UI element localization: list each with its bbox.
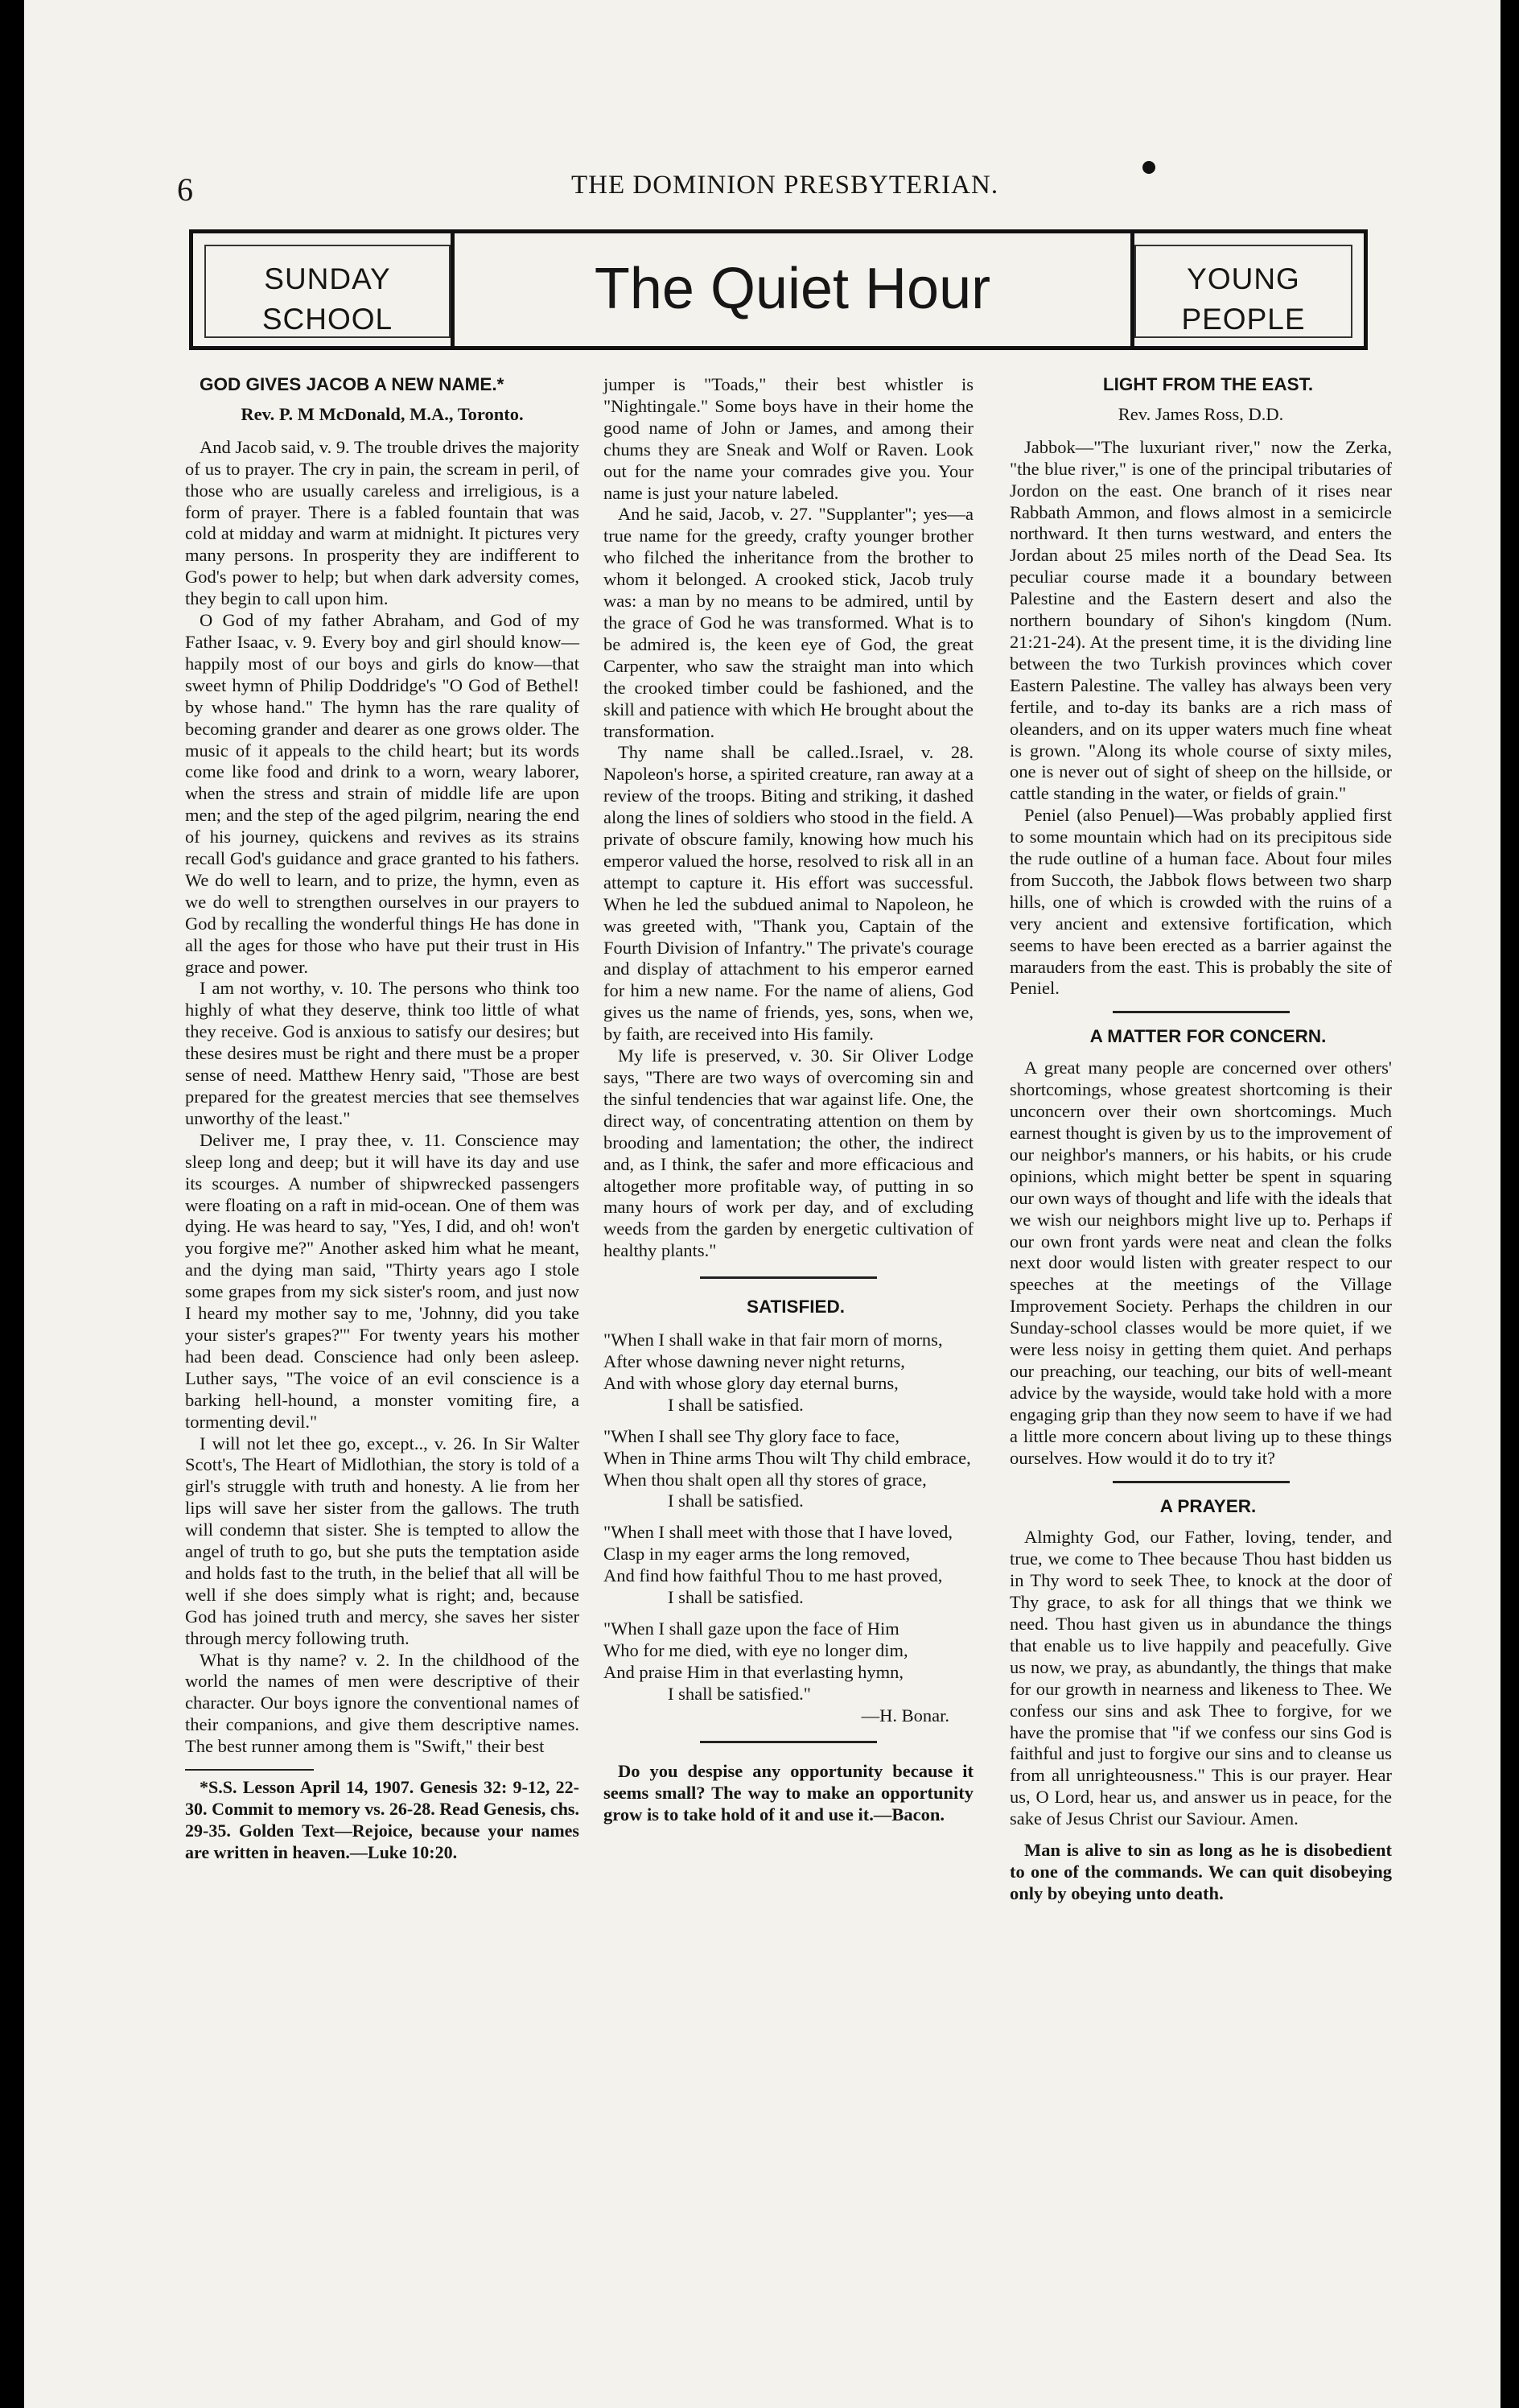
poem-line: And with whose glory day eternal burns, [603,1372,899,1393]
poem-line: "When I shall wake in that fair morn of morns, [603,1330,943,1350]
paragraph: I will not let thee go, except.., v. 26. In Sir Walter Scott's, The Heart of Midlothian, the story is told of a girl's struggle with truth and honesty. A lie from her lips will save her sister from the gallows. The truth will condemn that sister. She is tempted to allow the angel of truth to go, but she puts the temptation aside and holds fast to the truth, in the belief that all will be well if she does simply what is right; and, because God has joined truth and mercy, she saves her sister through mercy following truth. [185,1433,579,1648]
poem-refrain: I shall be satisfied." [668,1683,811,1704]
article-heading: A PRAYER. [1159,1495,1257,1516]
article-byline: Rev. P. M McDonald, M.A., Toronto. [241,403,524,424]
article-byline: Rev. James Ross, D.D. [1118,403,1284,424]
poem-line: "When I shall meet with those that I have loved, [603,1522,953,1543]
poem-line: And find how faithful Thou to me hast proved, [603,1565,943,1586]
paragraph: A great many people are concerned over others' shortcomings, whose greatest shortcoming is their unconcern over their own shortcomings. Much earnest thought is given by us to the improvement of our neighbor's manners, or his habits, or his crude opinions, which might better be spent in squaring our own ways of thought and life with the ideals that we wish our neighbors might live up to. Perhaps if our own front yards were neat and clean the folks next door would listen with greater respect to our speeches at the meetings of the Village Improvement Society. Perhaps the children in our Sunday-school classes would be more quiet, if we were less noisy in getting them quiet. And perhaps our preaching, our teaching, our bits of well-meant advice by the wayside, would take hold with a more engaging grip than they now seem to have if we had a little more concern about living up to these things ourselves. How would it do to try it? [1010,1058,1392,1468]
paragraph: Thy name shall be called..Israel, v. 28. Napoleon's horse, a spirited creature, ran away at a review of the troops. Biting and striking, it dashed along the lines of soldiers who stood in the field. A private of obscure family, knowing how much his emperor valued the horse, resolved to risk all in an attempt to capture it. His effort was successful. When he led the subdued animal to Napoleon, he was greeted with, "Thank you, Captain of the Fourth Division of Infantry." The private's courage and display of attachment to his emperor earned for him a new name. For the name of aliens, God gives us the name of friends, yes, sons, when we, by faith, are received into His family. [603,742,974,1045]
poem-line: When thou shalt open all thy stores of grace, [603,1469,927,1490]
paragraph: Peniel (also Penuel)—Was probably applied first to some mountain which had on its precipitous side the rude outline of a human face. About four miles from Succoth, the Jabbok flows between two sharp hills, one of which is crowded with the ruins of a very ancient and extensive fortification, which seems to have been erected as a barrier against the marauders from the east. This is probably the site of Peniel. [1010,805,1392,999]
newspaper-page [24,0,1500,2408]
banner-center-cell [455,233,1130,346]
paragraph: And Jacob said, v. 9. The trouble drives the majority of us to prayer. The cry in pain, the scream in peril, of those who are usually careless and irreligious, is a form of prayer. There is a fabled fountain that was cold at midday and warm at midnight. It pictures very many persons. In prosperity they are indifferent to God's power to help; but when dark adversity comes, they begin to call upon him. [185,436,579,609]
section-banner [189,229,1368,350]
article-heading: GOD GIVES JACOB A NEW NAME.* [200,374,504,394]
publication-title: THE DOMINION PRESBYTERIAN. [571,171,999,200]
section-rule [700,1741,877,1743]
poem [603,1330,974,1726]
page-number: 6 [177,171,193,208]
bacon-quote: Do you despise any opportunity because it seems small? The way to make an opportunity grow is to take hold of it and use it.—Bacon. [603,1761,974,1825]
paragraph: Man is alive to sin as long as he is disobedient to one of the commands. We can quit disobeying only by obeying unto death. [1010,1840,1392,1903]
section-rule [1113,1481,1290,1483]
ink-spot [1142,161,1155,174]
paragraph: Jabbok—"The luxuriant river," now the Zerka, "the blue river," is one of the principal tributaries of Jordon on the east. One branch of it rises near Rabbath Ammon, and flows almost in a semicircle northward. It then turns westward, and enters the Jordan about 25 miles north of the Dead Sea. Its peculiar course made it a boundary between Palestine and the Eastern desert and also the northern boundary of Sihon's kingdom (Num. 21:21-24). At the present time, it is the dividing line between the two Turkish provinces which cover Eastern Palestine. The valley has always been very fertile, and to-day its banks are a rich mass of oleanders, and on its upper waters much fine wheat is grown. "Along its whole course of sixty miles, one is never out of sight of sheep on the hillside, or cattle standing in the water, or fields of grain." [1010,436,1392,804]
poem-refrain: I shall be satisfied. [668,1587,804,1608]
column-2 [603,374,974,1826]
poem-heading: SATISFIED. [746,1297,846,1317]
banner-title: The Quiet Hour [594,257,991,321]
article-heading: A MATTER FOR CONCERN. [1089,1026,1327,1047]
poem-line: And praise Him in that everlasting hymn, [603,1661,904,1682]
poem-refrain: I shall be satisfied. [668,1394,804,1415]
paragraph: Deliver me, I pray thee, v. 11. Conscience may sleep long and deep; but it will have its day and use its scourges. A number of shipwrecked passengers were floating on a raft in mid-ocean. One of them was dying. He was heard to say, "Yes, I did, and oh! won't you forgive me?" Another asked him what he meant, and the dying man said, "Thirty years ago I stole some grapes from my sick sister's room, and just now I heard my mother say to me, 'Johnny, did you take your sister's grapes?'" For twenty years his mother had been dead. Conscience had only been asleep. Luther says, "The voice of an evil conscience is a barking hell-hound, a monster vomiting fire, a tormenting devil." [185,1129,579,1432]
poem-author: —H. Bonar. [861,1705,949,1726]
banner-right-line2: PEOPLE [1181,303,1306,336]
article-heading: LIGHT FROM THE EAST. [1102,374,1314,394]
poem-line: Clasp in my eager arms the long removed, [603,1544,911,1565]
banner-left-line1: SUNDAY [264,262,391,295]
lesson-footnote: *S.S. Lesson April 14, 1907. Genesis 32: 9-12, 22-30. Commit to memory vs. 26-28. Read Genesis, chs. 29-35. Golden Text—Rejoice, because your names are written in heaven.—Luke 10:20. [185,1777,579,1862]
poem-line: When in Thine arms Thou wilt Thy child embrace, [603,1447,971,1468]
section-rule [700,1276,877,1279]
poem-line: After whose dawning never night returns, [603,1350,905,1371]
banner-right-cell [1130,233,1364,346]
poem-line: "When I shall see Thy glory face to face, [603,1425,899,1446]
banner-left-cell [193,233,455,346]
paragraph: Almighty God, our Father, loving, tender, and true, we come to Thee because Thou hast bidden us in Thy word to seek Thee, to knock at the door of Thy grace, to ask for all things that we think we need. Thou hast given us in abundance the things that enable us to live happily and peacefully. Give us now, we pray, as abundantly, the things that make for our growth in nearness and likeness to Thee. We confess our sins and ask Thee to forgive, for we have the promise that "if we confess our sins God is faithful and just to forgive our sins and to cleanse us from all unrighteousness." This is our prayer. Hear us, O Lord, hear us, and answer us in peace, for the sake of Jesus Christ our Saviour. Amen. [1010,1527,1392,1829]
poem-line: "When I shall gaze upon the face of Him [603,1618,899,1639]
footnote-rule [185,1769,314,1771]
paragraph: jumper is "Toads," their best whistler is "Nightingale." Some boys have in their home the good name of John or James, and among their chums they are Sneak and Wolf or Raven. Look out for the name your comrades give you. Your name is just your nature labeled. [603,374,974,503]
banner-right-line1: YOUNG [1187,262,1300,295]
column-1 [185,374,579,1864]
paragraph: I am not worthy, v. 10. The persons who think too highly of what they deserve, think too little of what they receive. God is anxious to satisfy our desires; but these desires must be right and there must be a proper sense of need. Matthew Henry said, "Those are best prepared for the greatest mercies that see themselves unworthy of the least." [185,978,579,1128]
banner-left-line2: SCHOOL [261,303,393,336]
paragraph: What is thy name? v. 2. In the childhood of the world the names of men were descriptive of their character. Our boys ignore the conventional names of their companions, and give them descriptive names. The best runner among them is "Swift," their best [185,1649,579,1757]
poem-refrain: I shall be satisfied. [668,1491,804,1511]
paragraph: O God of my father Abraham, and God of my Father Isaac, v. 9. Every boy and girl should know—happily most of our boys and girls do know—that sweet hymn of Philip Doddridge's "O God of Bethel! by whose hand." The hymn has the rare quality of becoming grander and dearer as one grows older. The music of it appeals to the child heart; but its words come like food and drink to a worn, weary laborer, when the stress and strain of middle life are upon men; and the step of the aged pilgrim, nearing the end of his journey, quickens and revives as its strains recall God's guidance and grace granted to his fathers. We do well to learn, and to prize, the hymn, even as we do well to strengthen ourselves in our prayers to God by recalling the wonderful things He has done in all the ages for those who have put their trust in His grace and power. [185,610,579,977]
paragraph: My life is preserved, v. 30. Sir Oliver Lodge says, "There are two ways of overcoming sin and the sinful tendencies that war against life. One, the direct way, of concentrating attention on them by brooding and lamentation; the other, the indirect and, as I think, the safer and more efficacious and altogether more profitable way, of putting in so many hours of work per day, and of excluding weeds from the garden by energetic cultivation of healthy plants." [603,1045,974,1261]
poem-line: Who for me died, with eye no longer dim, [603,1639,908,1660]
section-rule [1113,1011,1290,1013]
column-3 [1010,374,1392,1905]
paragraph: And he said, Jacob, v. 27. "Supplanter"; yes—a true name for the greedy, crafty younger brother who filched the inheritance from the brother to whom it belonged. A crooked stick, Jacob truly was: a man by no means to be admired, until by the grace of God he was transformed. What is to be admired is, the keen eye of God, the great Carpenter, who saw the straight man into which the crooked timber could be fashioned, and the skill and patience with which He brought about the transformation. [603,504,974,741]
